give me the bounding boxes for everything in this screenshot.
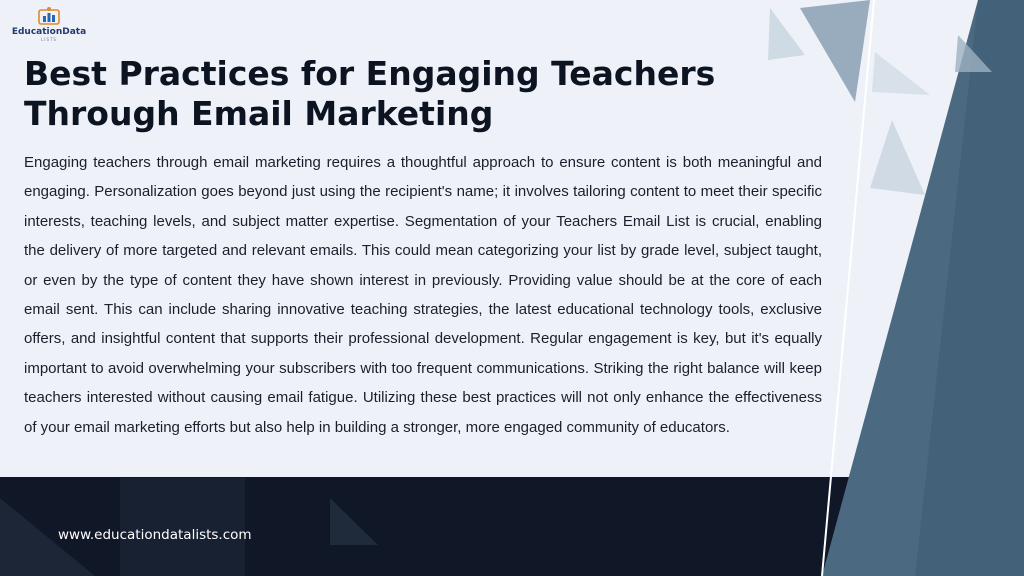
footer-url[interactable]: www.educationdatalists.com	[58, 527, 252, 543]
triangle-top	[872, 52, 930, 95]
triangle-mid	[870, 120, 925, 195]
logo	[4, 6, 94, 50]
logo-text: EducationData	[11, 27, 87, 37]
triangle-light	[768, 8, 805, 60]
page-title: Best Practices for Engaging Teachers Through Email Marketing	[24, 54, 716, 133]
logo-subtext: LISTS	[41, 37, 57, 42]
body-paragraph: Engaging teachers through email marketing requires a thoughtful approach to ensure content is both meaningful and engaging. Personalization goes beyond just using the recipient's name; it involves tailoring content to meet their specific interests, teaching levels, and subject matter expertise. Segmentation of your Teachers Email List is crucial, enabling the delivery of more targeted and relevant emails. This could mean categorizing your list by grade level, subject taught, or even by the type of content they have shown interest in previously. Providing value should be at the core of each email sent. This can include sharing innovative teaching strategies, the latest educational technology tools, exclusive offers, and insightful content that supports their professional development. Regular engagement is key, but it's equally important to avoid overwhelming your subscribers with too frequent communications. Striking the right balance will keep teachers interested without causing email fatigue. Utilizing these best practices will not only enhance the effectiveness of your email marketing efforts but also help in building a stronger, more engaged community of educators.	[24, 154, 822, 436]
logo-icon	[36, 6, 62, 26]
